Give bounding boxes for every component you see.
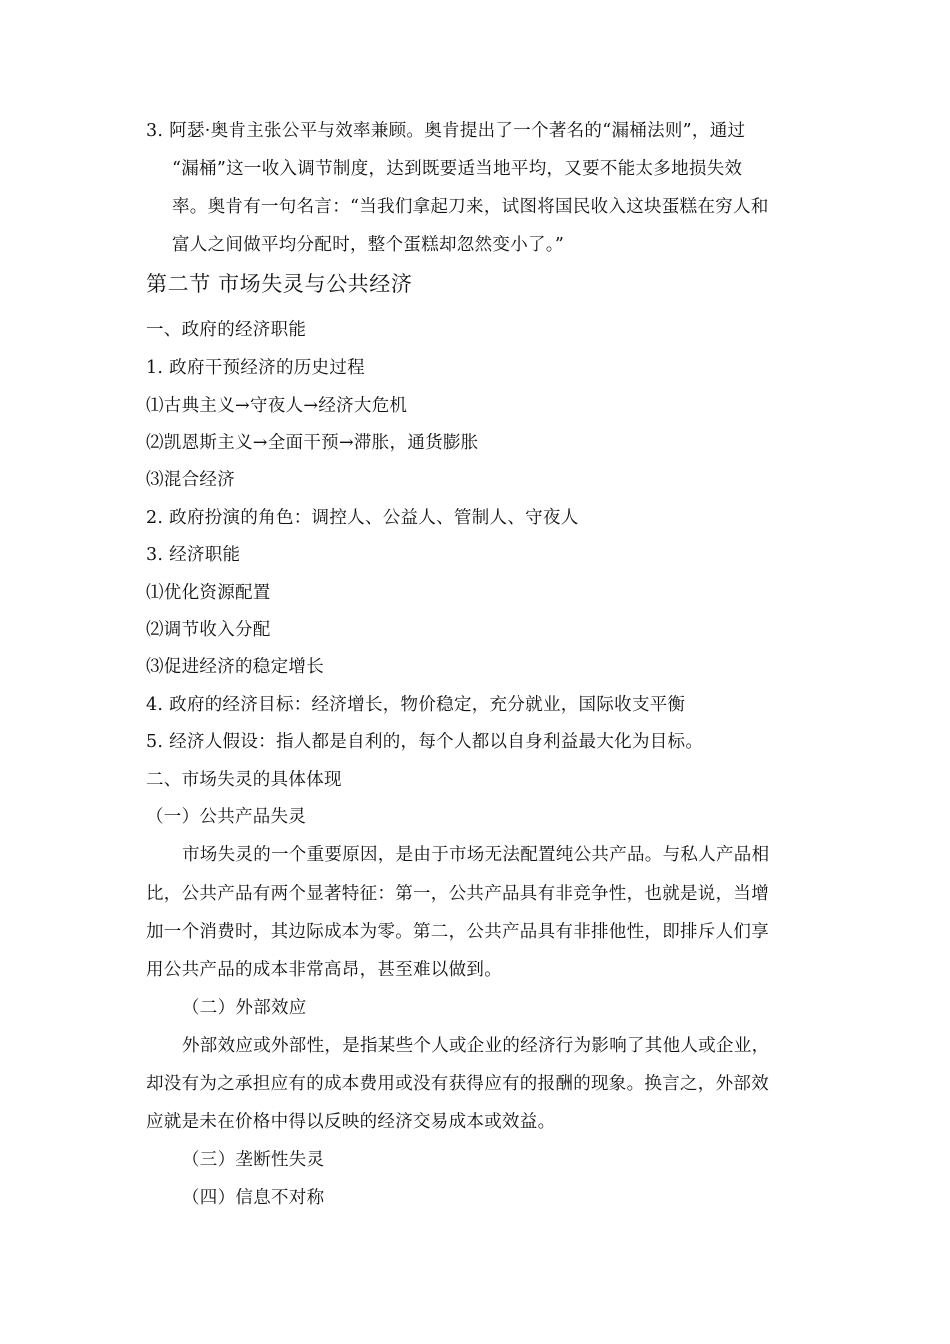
part1-title: 一、政府的经济职能 — [146, 320, 307, 340]
part1-item-1: 1. 政府干预经济的历史过程 — [146, 358, 365, 378]
part1-item-1-sub-2: ⑵凯恩斯主义→全面干预→滞胀，通货膨胀 — [146, 433, 479, 453]
part2-sub2-paragraph-line-3: 应就是未在价格中得以反映的经济交易成本或效益。 — [146, 1112, 556, 1132]
section-title: 第二节 市场失灵与公共经济 — [146, 272, 413, 296]
item3-line-2: “漏桶”这一收入调节制度，达到既要适当地平均，又要不能太多地损失效 — [172, 159, 743, 179]
part1-item-3-sub-2: ⑵调节收入分配 — [146, 620, 271, 640]
part2-sub1-paragraph-line-4: 用公共产品的成本非常高昂，甚至难以做到。 — [146, 960, 502, 980]
part1-item-5: 5. 经济人假设：指人都是自利的，每个人都以自身利益最大化为目标。 — [146, 732, 704, 752]
part1-item-3: 3. 经济职能 — [146, 545, 241, 565]
part1-item-1-sub-3: ⑶混合经济 — [146, 470, 235, 490]
part1-item-2: 2. 政府扮演的角色：调控人、公益人、管制人、守夜人 — [146, 508, 579, 528]
part1-item-3-sub-1: ⑴优化资源配置 — [146, 583, 271, 603]
part1-item-3-sub-3: ⑶促进经济的稳定增长 — [146, 657, 324, 677]
part2-sub2-paragraph-line-2: 却没有为之承担应有的成本费用或没有获得应有的报酬的现象。换言之，外部效 — [146, 1074, 769, 1094]
part1-item-1-sub-1: ⑴古典主义→守夜人→经济大危机 — [146, 396, 408, 416]
part2-sub1-paragraph-line-1: 市场失灵的一个重要原因，是由于市场无法配置纯公共产品。与私人产品相 — [182, 845, 770, 865]
part2-sub3-title: （三）垄断性失灵 — [182, 1150, 325, 1170]
item3-line-3: 率。奥肯有一句名言：“当我们拿起刀来，试图将国民收入这块蛋糕在穷人和 — [172, 197, 769, 217]
part1-item-4: 4. 政府的经济目标：经济增长，物价稳定，充分就业，国际收支平衡 — [146, 695, 686, 715]
part2-sub4-title: （四）信息不对称 — [182, 1188, 325, 1208]
part2-sub1-paragraph-line-3: 加一个消费时，其边际成本为零。第二，公共产品具有非排他性，即排斥人们享 — [146, 922, 769, 942]
part2-sub2-title: （二）外部效应 — [182, 998, 307, 1018]
part2-sub1-paragraph-line-2: 比，公共产品有两个显著特征：第一，公共产品具有非竞争性，也就是说，当增 — [146, 884, 769, 904]
item3-line-4: 富人之间做平均分配时，整个蛋糕却忽然变小了。” — [172, 235, 565, 255]
part2-sub1-title: （一）公共产品失灵 — [146, 807, 307, 827]
item3-line-1: 3. 阿瑟·奥肯主张公平与效率兼顾。奥肯提出了一个著名的“漏桶法则”，通过 — [146, 121, 746, 141]
part2-sub2-paragraph-line-1: 外部效应或外部性，是指某些个人或企业的经济行为影响了其他人或企业， — [182, 1036, 770, 1056]
part2-title: 二、市场失灵的具体体现 — [146, 770, 342, 790]
